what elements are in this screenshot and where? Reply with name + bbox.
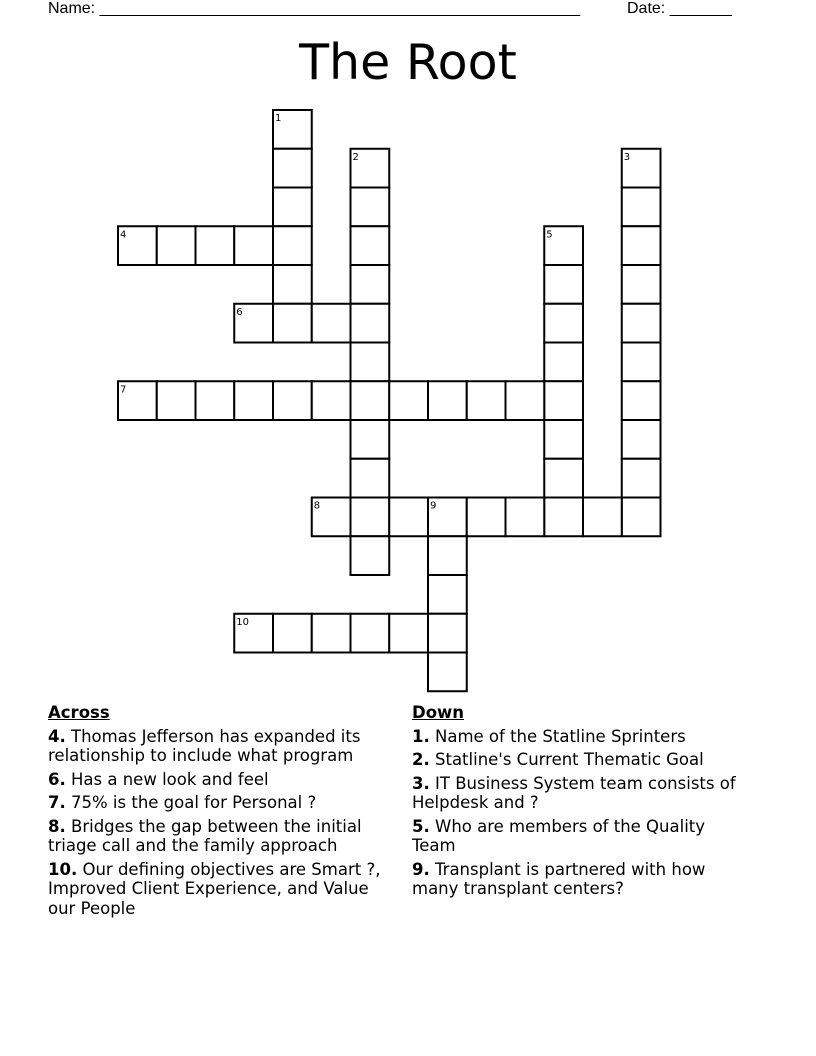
crossword-cell[interactable]	[428, 381, 467, 420]
across-clue: 10. Our defining objectives are Smart ?, Improved Client Experience, and Value our People	[48, 859, 381, 918]
across-clues	[48, 703, 393, 922]
clue-number-6: 6	[236, 306, 243, 318]
crossword-cell[interactable]	[622, 459, 661, 498]
across-clue: 6. Has a new look and feel	[48, 769, 269, 789]
crossword-cell[interactable]	[273, 149, 312, 188]
crossword-cell[interactable]	[273, 614, 312, 653]
crossword-cell[interactable]	[389, 498, 428, 537]
clue-number-1: 1	[275, 113, 282, 124]
crossword-cell[interactable]	[622, 343, 661, 382]
crossword-cell[interactable]	[389, 381, 428, 420]
crossword-cell[interactable]	[351, 188, 390, 227]
crossword-cell[interactable]	[506, 381, 545, 420]
crossword-cell[interactable]	[273, 188, 312, 227]
clue-number-7: 7	[120, 384, 127, 396]
crossword-cell[interactable]	[544, 459, 583, 498]
across-clue: 4. Thomas Jefferson has expanded its relationship to include what program	[48, 726, 361, 765]
crossword-cell[interactable]	[196, 381, 235, 420]
down-clue: 2. Statline's Current Thematic Goal	[412, 750, 704, 769]
crossword-cell[interactable]	[312, 381, 351, 420]
crossword-cell[interactable]	[544, 420, 583, 459]
crossword-cell[interactable]	[351, 226, 390, 265]
crossword-cell[interactable]	[467, 381, 506, 420]
crossword-cell[interactable]	[157, 381, 196, 420]
crossword-cell[interactable]	[234, 226, 273, 265]
crossword-cell[interactable]	[273, 265, 312, 304]
date-field-label: Date: _______	[627, 0, 732, 17]
down-clues	[412, 703, 752, 903]
crossword-cell[interactable]	[312, 614, 351, 653]
crossword-cell[interactable]	[351, 536, 390, 575]
page-title: The Root	[299, 34, 517, 91]
crossword-cell[interactable]	[234, 381, 273, 420]
crossword-cell[interactable]	[157, 226, 196, 265]
crossword-cell[interactable]	[544, 381, 583, 420]
crossword-cell[interactable]	[622, 304, 661, 343]
crossword-cell[interactable]	[351, 343, 390, 382]
crossword-cell[interactable]	[351, 459, 390, 498]
crossword-cell[interactable]	[622, 498, 661, 537]
crossword-cell[interactable]	[583, 498, 622, 537]
clue-number-4: 4	[120, 229, 127, 241]
crossword-cell[interactable]	[312, 304, 351, 343]
crossword-cell[interactable]	[389, 614, 428, 653]
down-clue: 5. Who are members of the Quality Team	[412, 816, 706, 855]
clue-number-10: 10	[236, 616, 249, 628]
across-heading: Across	[48, 703, 110, 722]
crossword-cell[interactable]	[622, 420, 661, 459]
clue-number-2: 2	[352, 151, 359, 163]
crossword-cell[interactable]	[273, 381, 312, 420]
down-clue: 3. IT Business System team consists of Helpdesk and ?	[412, 773, 736, 812]
clue-number-8: 8	[313, 500, 321, 512]
crossword-cell[interactable]	[506, 498, 545, 537]
crossword-cell[interactable]	[351, 420, 390, 459]
down-clue: 9. Transplant is partnered with how many transplant centers?	[412, 859, 706, 898]
crossword-cell[interactable]	[351, 265, 390, 304]
crossword-cell[interactable]	[428, 653, 467, 692]
crossword-cell[interactable]	[622, 265, 661, 304]
crossword-cell[interactable]	[273, 304, 312, 343]
crossword-cell[interactable]	[428, 575, 467, 614]
crossword-cell[interactable]	[351, 614, 390, 653]
clue-number-9: 9	[430, 500, 437, 512]
across-clue: 7. 75% is the goal for Personal ?	[48, 793, 317, 812]
crossword-cell[interactable]	[428, 536, 467, 575]
crossword-cell[interactable]	[622, 226, 661, 265]
clue-number-3: 3	[623, 151, 631, 163]
crossword-cell[interactable]	[196, 226, 235, 265]
crossword-cell[interactable]	[273, 226, 312, 265]
crossword-cell[interactable]	[544, 265, 583, 304]
across-clue: 8. Bridges the gap between the initial triage call and the family approach	[48, 816, 362, 855]
crossword-cell[interactable]	[544, 498, 583, 537]
crossword-cell[interactable]	[428, 614, 467, 653]
down-heading: Down	[412, 703, 465, 722]
down-clue: 1. Name of the Statline Sprinters	[412, 726, 686, 746]
crossword-cell[interactable]	[544, 304, 583, 343]
clue-number-5: 5	[546, 229, 553, 241]
crossword-cell[interactable]	[622, 381, 661, 420]
crossword-cell[interactable]	[622, 188, 661, 227]
crossword-cell[interactable]	[351, 381, 390, 420]
crossword-cell[interactable]	[351, 498, 390, 537]
crossword-cell[interactable]	[544, 343, 583, 382]
crossword-cell[interactable]	[467, 498, 506, 537]
crossword-cell[interactable]	[351, 304, 390, 343]
name-field-label: Name: ______________________________________________________	[48, 0, 581, 17]
